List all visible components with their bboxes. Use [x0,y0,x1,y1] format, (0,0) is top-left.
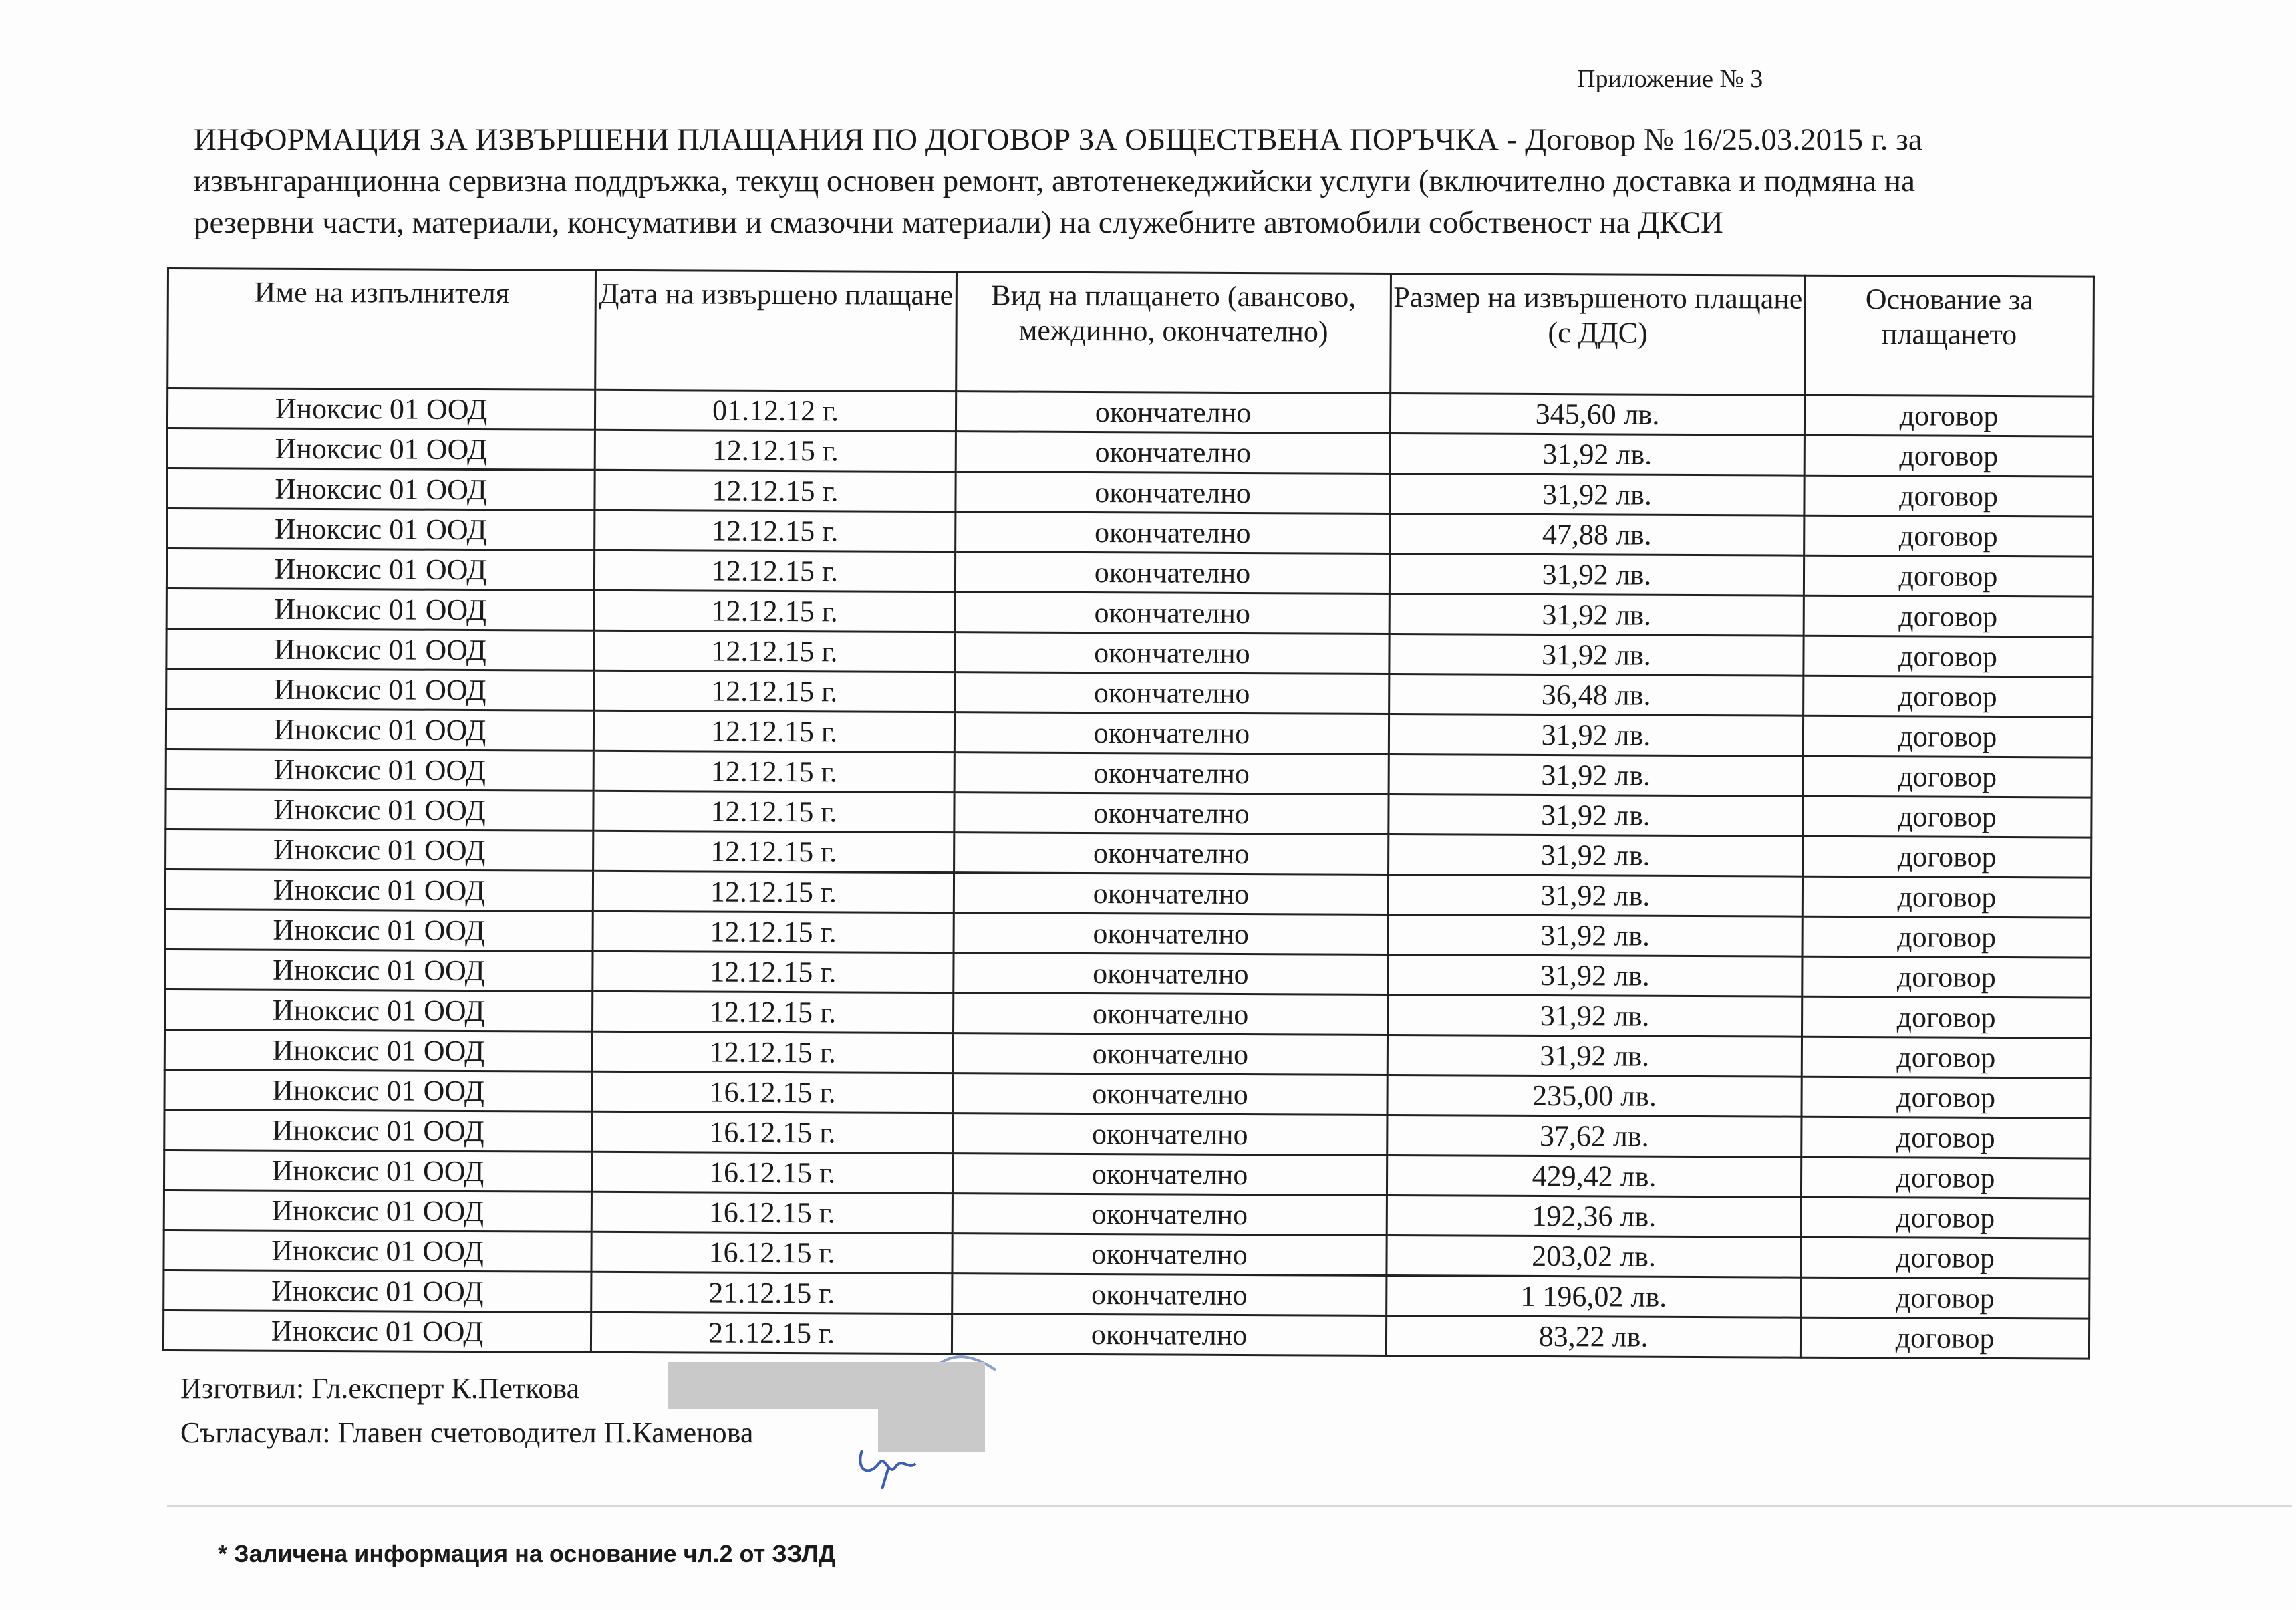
cell-payment-type: окончателно [954,913,1388,955]
cell-payment-type: окончателно [956,432,1390,474]
cell-payment-amount: 429,42 лв. [1387,1155,1801,1197]
cell-payment-date: 12.12.15 г. [593,831,954,872]
cell-payment-date: 12.12.15 г. [593,951,954,992]
cell-contractor: Иноксис 01 ООД [166,749,593,791]
cell-payment-type: окончателно [955,592,1389,634]
cell-contractor: Иноксис 01 ООД [167,388,595,430]
cell-contractor: Иноксис 01 ООД [164,1150,591,1192]
cell-payment-type: окончателно [954,873,1388,915]
cell-payment-type: окончателно [952,1154,1387,1196]
cell-payment-basis: договор [1801,1197,2090,1238]
cell-payment-basis: договор [1801,1277,2090,1319]
cell-payment-amount: 31,92 лв. [1389,593,1804,636]
cell-payment-amount: 31,92 лв. [1390,473,1804,515]
cell-payment-basis: договор [1802,996,2091,1038]
cell-payment-type: окончателно [952,1274,1387,1316]
cell-payment-basis: договор [1801,1237,2090,1279]
document-title [194,119,2051,243]
cell-payment-amount: 47,88 лв. [1390,513,1804,555]
cell-payment-amount: 31,92 лв. [1390,433,1804,475]
cell-payment-amount: 345,60 лв. [1390,393,1804,435]
cell-payment-type: окончателно [954,793,1389,835]
redaction-note: * Заличена информация на основание чл.2 от ЗЗЛД [218,1540,836,1567]
cell-payment-date: 12.12.15 г. [593,911,954,952]
header-payment-amount: Размер на извършеното плащане (с ДДС) [1391,273,1806,395]
cell-payment-amount: 31,92 лв. [1389,634,1804,676]
agreed-by: Съгласувал: Главен счетоводител П.Каменова [180,1416,754,1449]
cell-payment-type: окончателно [953,1113,1387,1156]
cell-payment-type: окончателно [954,712,1389,755]
cell-payment-amount: 36,48 лв. [1389,674,1804,716]
cell-payment-type: окончателно [954,993,1388,1035]
cell-payment-basis: договор [1803,836,2092,878]
cell-payment-basis: договор [1802,916,2091,958]
cell-payment-type: окончателно [955,672,1389,714]
cell-contractor: Иноксис 01 ООД [164,1029,592,1071]
cell-payment-amount: 31,92 лв. [1389,553,1804,595]
cell-payment-basis: договор [1800,1317,2089,1359]
cell-contractor: Иноксис 01 ООД [166,829,593,871]
cell-payment-type: окончателно [954,753,1389,795]
cell-contractor: Иноксис 01 ООД [164,1230,591,1272]
cell-payment-type: окончателно [953,1073,1387,1115]
header-payment-basis: Основание за плащането [1805,275,2094,396]
cell-payment-amount: 235,00 лв. [1387,1075,1802,1117]
cell-payment-type: окончателно [953,1033,1387,1075]
cell-payment-amount: 31,92 лв. [1389,714,1803,756]
cell-payment-type: окончателно [952,1194,1387,1236]
cell-payment-date: 12.12.15 г. [595,470,956,511]
cell-payment-type: окончателно [956,472,1390,514]
cell-payment-amount: 37,62 лв. [1387,1115,1802,1157]
cell-payment-type: окончателно [956,512,1390,554]
cell-contractor: Иноксис 01 ООД [166,589,594,631]
cell-contractor: Иноксис 01 ООД [166,789,593,831]
cell-contractor: Иноксис 01 ООД [164,1270,591,1312]
cell-payment-date: 12.12.15 г. [594,630,955,672]
header-contractor: Име на изпълнителя [168,269,596,390]
cell-contractor: Иноксис 01 ООД [164,1190,591,1232]
footer-separator [167,1505,2292,1507]
cell-payment-type: окончателно [952,1314,1386,1356]
cell-contractor: Иноксис 01 ООД [165,909,593,951]
cell-payment-amount: 31,92 лв. [1388,954,1802,996]
cell-contractor: Иноксис 01 ООД [166,629,594,671]
cell-payment-basis: договор [1804,676,2092,717]
cell-payment-basis: договор [1802,956,2091,998]
cell-payment-date: 16.12.15 г. [591,1232,952,1273]
cell-payment-amount: 31,92 лв. [1387,1035,1802,1077]
cell-payment-basis: договор [1803,796,2092,837]
cell-payment-date: 12.12.15 г. [594,590,955,632]
cell-payment-type: окончателно [955,632,1389,674]
cell-payment-date: 21.12.15 г. [591,1272,952,1313]
cell-payment-basis: договор [1802,876,2091,918]
cell-payment-basis: договор [1804,435,2093,477]
cell-payment-date: 16.12.15 г. [591,1192,952,1233]
cell-payment-amount: 31,92 лв. [1388,914,1802,956]
cell-payment-date: 12.12.15 г. [592,1031,953,1073]
title-line-2: извънгаранционна сервизна поддръжка, текущ основен ремонт, автотенекеджийски услуги (включително доставка и подмяна на [194,164,1915,198]
cell-payment-basis: договор [1804,515,2093,557]
cell-payment-date: 01.12.12 г. [595,390,956,431]
redaction-box-1 [668,1362,985,1409]
cell-payment-basis: договор [1804,395,2093,436]
cell-contractor: Иноксис 01 ООД [166,549,594,591]
cell-payment-amount: 1 196,02 лв. [1387,1275,1801,1317]
cell-contractor: Иноксис 01 ООД [163,1310,591,1352]
cell-payment-date: 12.12.15 г. [595,430,956,471]
cell-contractor: Иноксис 01 ООД [167,509,595,551]
cell-payment-date: 12.12.15 г. [593,871,954,912]
cell-payment-amount: 83,22 лв. [1386,1315,1800,1357]
title-line-3: резервни части, материали, консумативи и смазочни материали) на служебните автомобили собственост на ДКСИ [194,205,1723,240]
cell-payment-basis: договор [1802,1077,2090,1118]
cell-contractor: Иноксис 01 ООД [165,949,593,991]
cell-contractor: Иноксис 01 ООД [167,468,595,511]
cell-payment-date: 12.12.15 г. [593,991,954,1033]
signature-scribble [849,1437,929,1490]
cell-payment-basis: договор [1804,595,2092,637]
cell-contractor: Иноксис 01 ООД [164,1069,592,1111]
cell-payment-basis: договор [1804,475,2093,517]
cell-payment-amount: 31,92 лв. [1388,994,1802,1037]
cell-payment-date: 12.12.15 г. [593,710,954,752]
cell-payment-type: окончателно [952,1234,1387,1276]
cell-contractor: Иноксис 01 ООД [166,709,593,751]
cell-payment-basis: договор [1804,555,2092,597]
table-body [163,388,2093,1359]
cell-payment-date: 12.12.15 г. [595,510,956,551]
cell-payment-basis: договор [1801,1157,2090,1198]
cell-payment-basis: договор [1804,636,2092,677]
prepared-by: Изготвил: Гл.експерт К.Петкова [180,1372,580,1405]
cell-payment-basis: договор [1803,756,2092,797]
cell-payment-date: 21.12.15 г. [591,1312,952,1353]
cell-contractor: Иноксис 01 ООД [164,1109,592,1152]
appendix-label: Приложение № 3 [1577,65,1763,93]
payments-table [162,267,2095,1360]
cell-contractor: Иноксис 01 ООД [165,869,593,911]
cell-payment-amount: 31,92 лв. [1388,874,1802,916]
header-payment-type: Вид на плащането (авансово, междинно, окончателно) [956,272,1391,394]
cell-payment-date: 12.12.15 г. [593,791,954,832]
cell-payment-date: 12.12.15 г. [594,550,955,591]
cell-payment-amount: 31,92 лв. [1389,754,1803,796]
title-line-1: ИНФОРМАЦИЯ ЗА ИЗВЪРШЕНИ ПЛАЩАНИЯ ПО ДОГОВОР ЗА ОБЩЕСТВЕНА ПОРЪЧКА - Договор № 16/25.03.2015 г. за [194,122,1922,157]
cell-payment-type: окончателно [954,833,1389,875]
cell-payment-date: 16.12.15 г. [592,1111,953,1153]
cell-payment-amount: 192,36 лв. [1387,1195,1801,1237]
cell-payment-date: 16.12.15 г. [591,1152,952,1193]
cell-payment-basis: договор [1802,1037,2090,1078]
cell-payment-basis: договор [1803,716,2092,757]
cell-payment-date: 16.12.15 г. [592,1071,953,1113]
cell-payment-amount: 31,92 лв. [1389,834,1803,876]
cell-contractor: Иноксис 01 ООД [166,669,594,711]
cell-payment-type: окончателно [955,552,1389,594]
cell-payment-basis: договор [1802,1117,2090,1158]
cell-payment-type: окончателно [956,392,1390,434]
cell-payment-type: окончателно [954,953,1388,995]
cell-contractor: Иноксис 01 ООД [165,989,593,1031]
cell-payment-date: 12.12.15 г. [593,751,954,792]
cell-payment-amount: 203,02 лв. [1387,1235,1801,1277]
table-row [163,1310,2089,1359]
cell-payment-date: 12.12.15 г. [594,670,955,712]
cell-payment-amount: 31,92 лв. [1389,794,1803,836]
cell-contractor: Иноксис 01 ООД [167,428,595,471]
header-payment-date: Дата на извършено плащане [595,270,957,391]
table-header-row [168,269,2094,397]
